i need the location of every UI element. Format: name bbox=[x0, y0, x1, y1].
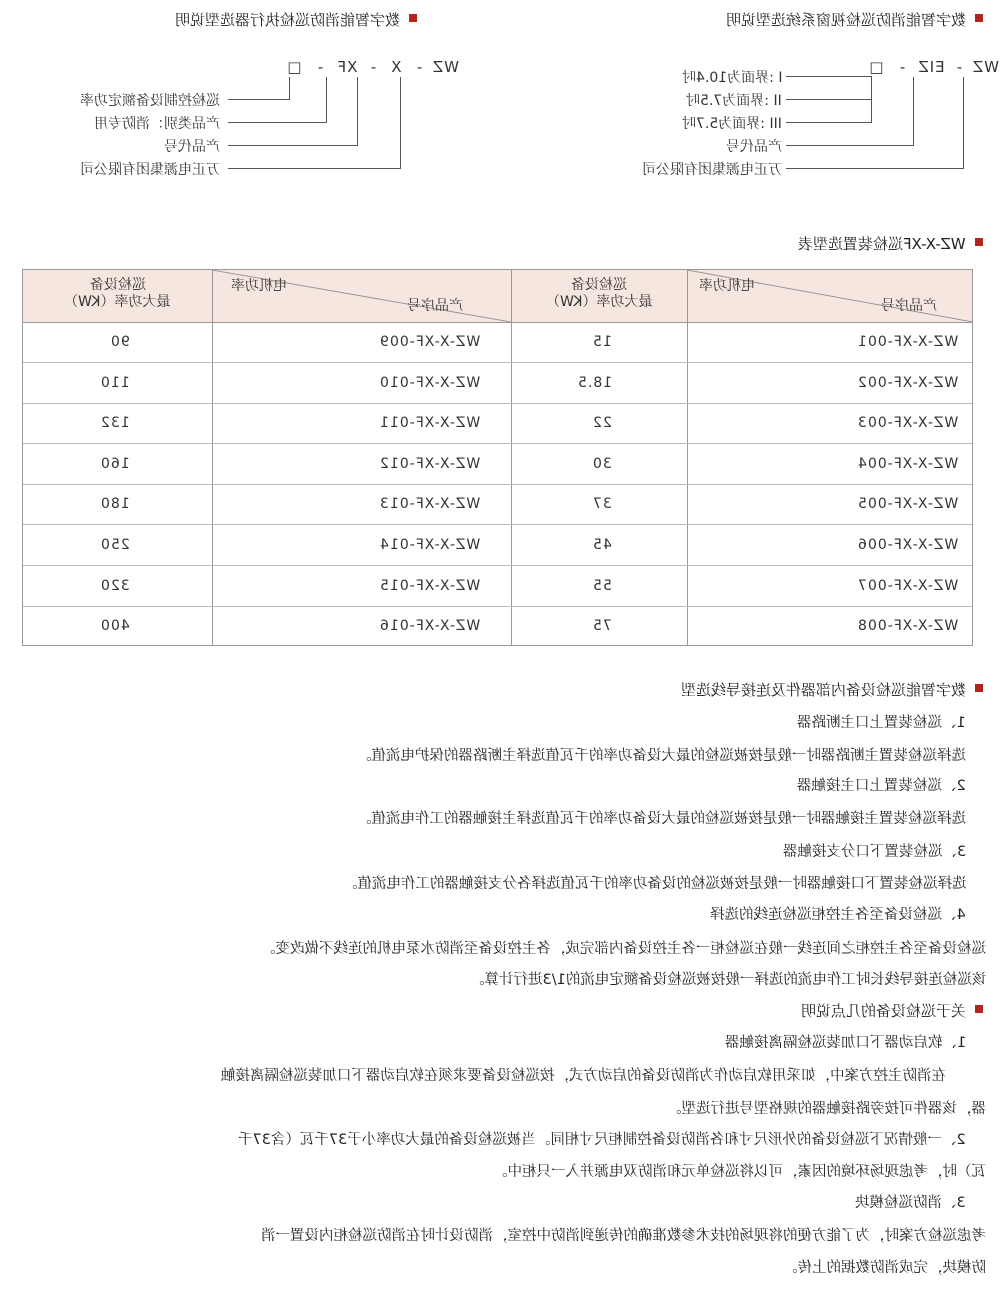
section1-paragraph: 选择巡检装置主接触器时一般是按被巡检的最大设备功率的千瓦值选择主接触器的工作电流值。 bbox=[357, 811, 966, 827]
section1-item-title: 1、巡检装置上口主断路器 bbox=[797, 715, 966, 731]
section1-item-title: 4、巡检设备至各主控柜巡检连线的选择 bbox=[710, 907, 966, 923]
heading-marker bbox=[975, 238, 983, 246]
heading-marker bbox=[975, 684, 983, 692]
window-label: 万正电源集团有限公司 bbox=[642, 162, 782, 178]
selection-table bbox=[22, 269, 973, 646]
connector-line bbox=[786, 122, 872, 123]
window-heading: 数字智能消防巡检视窗系统选型说明 bbox=[725, 11, 966, 29]
power-cell: 180 bbox=[100, 496, 130, 513]
section1-heading: 数字智能巡检设备内部器件及连接导线选型 bbox=[680, 681, 966, 699]
table-row bbox=[23, 525, 972, 566]
connector-line bbox=[228, 99, 290, 100]
window-option: II :界面为7.5吋 bbox=[686, 93, 782, 109]
power-cell: 45 bbox=[592, 537, 612, 553]
model-cell: WZ-X-XF-002 bbox=[856, 374, 958, 391]
table-row bbox=[23, 484, 972, 525]
power-cell: 22 bbox=[592, 415, 612, 432]
model-cell: WZ-X-XF-013 bbox=[378, 496, 480, 513]
power-cell: 132 bbox=[100, 415, 130, 432]
executor-code: □ - XF - X - WZ bbox=[286, 58, 459, 76]
model-cell: WZ-X-XF-006 bbox=[856, 537, 958, 553]
executor-label: 巡检控制设备额定功率 bbox=[80, 93, 220, 109]
section2-paragraph: 防模块，完成消防数据的上传。 bbox=[783, 1260, 986, 1276]
heading-marker bbox=[975, 1005, 983, 1013]
executor-label: 产品代号 bbox=[164, 139, 220, 155]
table-row bbox=[23, 566, 972, 607]
connector-line bbox=[228, 145, 358, 146]
connector-line bbox=[228, 168, 401, 169]
model-cell: WZ-X-XF-011 bbox=[378, 415, 480, 432]
table-row bbox=[23, 322, 972, 363]
model-cell: WZ-X-XF-005 bbox=[856, 496, 958, 513]
model-cell: WZ-X-XF-001 bbox=[856, 334, 958, 350]
model-cell: WZ-X-XF-016 bbox=[378, 618, 480, 635]
heading-marker bbox=[409, 14, 417, 22]
section2-paragraph: 考虑巡检方案时，为了能方便的将现场的技术参数准确的传递到消防中控室，消防设计时在消防巡检柜内设置一消 bbox=[261, 1228, 986, 1244]
section2-paragraph: 在消防主控方案中，如采用软启动作为消防设备的启动方式，按巡检设备要求须在软启动器下口加装巡检隔离接触 bbox=[221, 1068, 946, 1084]
connector-line bbox=[326, 77, 327, 122]
window-option: I :界面为10.4吋 bbox=[681, 70, 782, 86]
connector-line bbox=[786, 145, 914, 146]
power-cell: 75 bbox=[592, 618, 612, 635]
table-row bbox=[23, 403, 972, 444]
table-row bbox=[23, 444, 972, 485]
executor-label: 万正电源集团有限公司 bbox=[80, 162, 220, 178]
executor-label: 产品类别：消防专用 bbox=[94, 116, 220, 132]
connector-line bbox=[289, 77, 290, 99]
model-cell: WZ-X-XF-010 bbox=[378, 374, 480, 391]
power-cell: 15 bbox=[592, 334, 612, 350]
power-cell: 90 bbox=[110, 334, 130, 350]
power-cell: 320 bbox=[100, 577, 130, 594]
table-row bbox=[23, 363, 972, 404]
window-code: □ - EIZ - WZ bbox=[868, 58, 1000, 76]
section1-paragraph: 该巡检连接导线长时工作电流的选择一般按被巡检设备额定电流的1/3进行计算。 bbox=[469, 972, 986, 988]
power-cell: 400 bbox=[100, 618, 130, 635]
power-cell: 250 bbox=[100, 537, 130, 553]
section2-paragraph: 瓦）时，考虑现场环境的因素，可以将巡检单元和消防双电源并入一只柜中。 bbox=[493, 1164, 986, 1180]
header-product-no: 产品序号 bbox=[881, 298, 937, 314]
connector-line bbox=[871, 77, 872, 123]
power-cell: 37 bbox=[592, 496, 612, 513]
header-product-no: 产品序号 bbox=[407, 298, 463, 314]
connector-line bbox=[357, 77, 358, 145]
section2-paragraph: 器，该器件可按旁路接触器的规格型号进行选型。 bbox=[667, 1101, 986, 1117]
section1-item-title: 3、巡检装置下口分支接触器 bbox=[782, 844, 966, 860]
power-cell: 110 bbox=[100, 374, 130, 391]
section2-item-title: 1、软启动器下口加装巡检隔离接触器 bbox=[724, 1035, 966, 1051]
model-cell: WZ-X-XF-009 bbox=[378, 334, 480, 350]
section2-heading: 关于巡检设备的几点说明 bbox=[800, 1002, 966, 1020]
section1-paragraph: 选择巡检装置下口接触器时一般是按被巡检的设备功率的千瓦值选择各分支接触器的工作电流值。 bbox=[342, 876, 966, 892]
power-cell: 18.5 bbox=[576, 374, 612, 391]
connector-line bbox=[228, 122, 327, 123]
connector-line bbox=[913, 77, 914, 145]
header-motor-power: 电机功率 bbox=[699, 278, 755, 294]
connector-line bbox=[400, 77, 401, 168]
heading-marker bbox=[975, 14, 983, 22]
connector-line bbox=[786, 99, 872, 100]
table-row bbox=[23, 606, 972, 646]
executor-heading: 数字智能消防巡检执行器选型说明 bbox=[174, 11, 400, 29]
power-cell: 30 bbox=[592, 455, 612, 472]
section1-paragraph: 巡检设备至各主控柜之间连线一般在巡检柜一各主控设备内部完成，各主控设备至消防水泵电机的连线不做改变。 bbox=[261, 941, 986, 957]
section2-item-title: 3、消防巡检模块 bbox=[855, 1195, 966, 1211]
model-cell: WZ-X-XF-003 bbox=[856, 415, 958, 432]
power-cell: 55 bbox=[592, 577, 612, 594]
connector-line bbox=[786, 168, 964, 169]
power-cell: 160 bbox=[100, 455, 130, 472]
header-max-power: 巡检设备 最大功率（KW） bbox=[545, 277, 653, 310]
table-header bbox=[23, 270, 972, 323]
section1-item-title: 2、巡检装置上口主接触器 bbox=[797, 778, 966, 794]
model-cell: WZ-X-XF-012 bbox=[378, 455, 480, 472]
connector-line bbox=[963, 77, 964, 168]
section1-paragraph: 选择巡检装置主断路器时一般是按被巡检的最大设备功率的千瓦值选择主断路器的保护电流值。 bbox=[357, 748, 966, 764]
model-cell: WZ-X-XF-007 bbox=[856, 577, 958, 594]
model-cell: WZ-X-XF-015 bbox=[378, 577, 480, 594]
table-title: WZ-X-XF巡检装置选型表 bbox=[798, 235, 966, 253]
header-max-power: 巡检设备 最大功率（KW） bbox=[64, 277, 171, 310]
section2-paragraph: 2、一般情况下巡检设备的外形尺寸和各消防设备控制柜尺寸相同。当被巡检设备的最大功率小于37千瓦（含37千 bbox=[238, 1132, 966, 1148]
model-cell: WZ-X-XF-008 bbox=[856, 618, 958, 635]
model-cell: WZ-X-XF-014 bbox=[378, 537, 480, 553]
window-option: III :界面为5.7吋 bbox=[682, 116, 782, 132]
connector-line bbox=[786, 76, 872, 77]
window-label: 产品代号 bbox=[726, 139, 782, 155]
header-motor-power: 电机功率 bbox=[231, 278, 287, 294]
model-cell: WZ-X-XF-004 bbox=[856, 455, 958, 472]
